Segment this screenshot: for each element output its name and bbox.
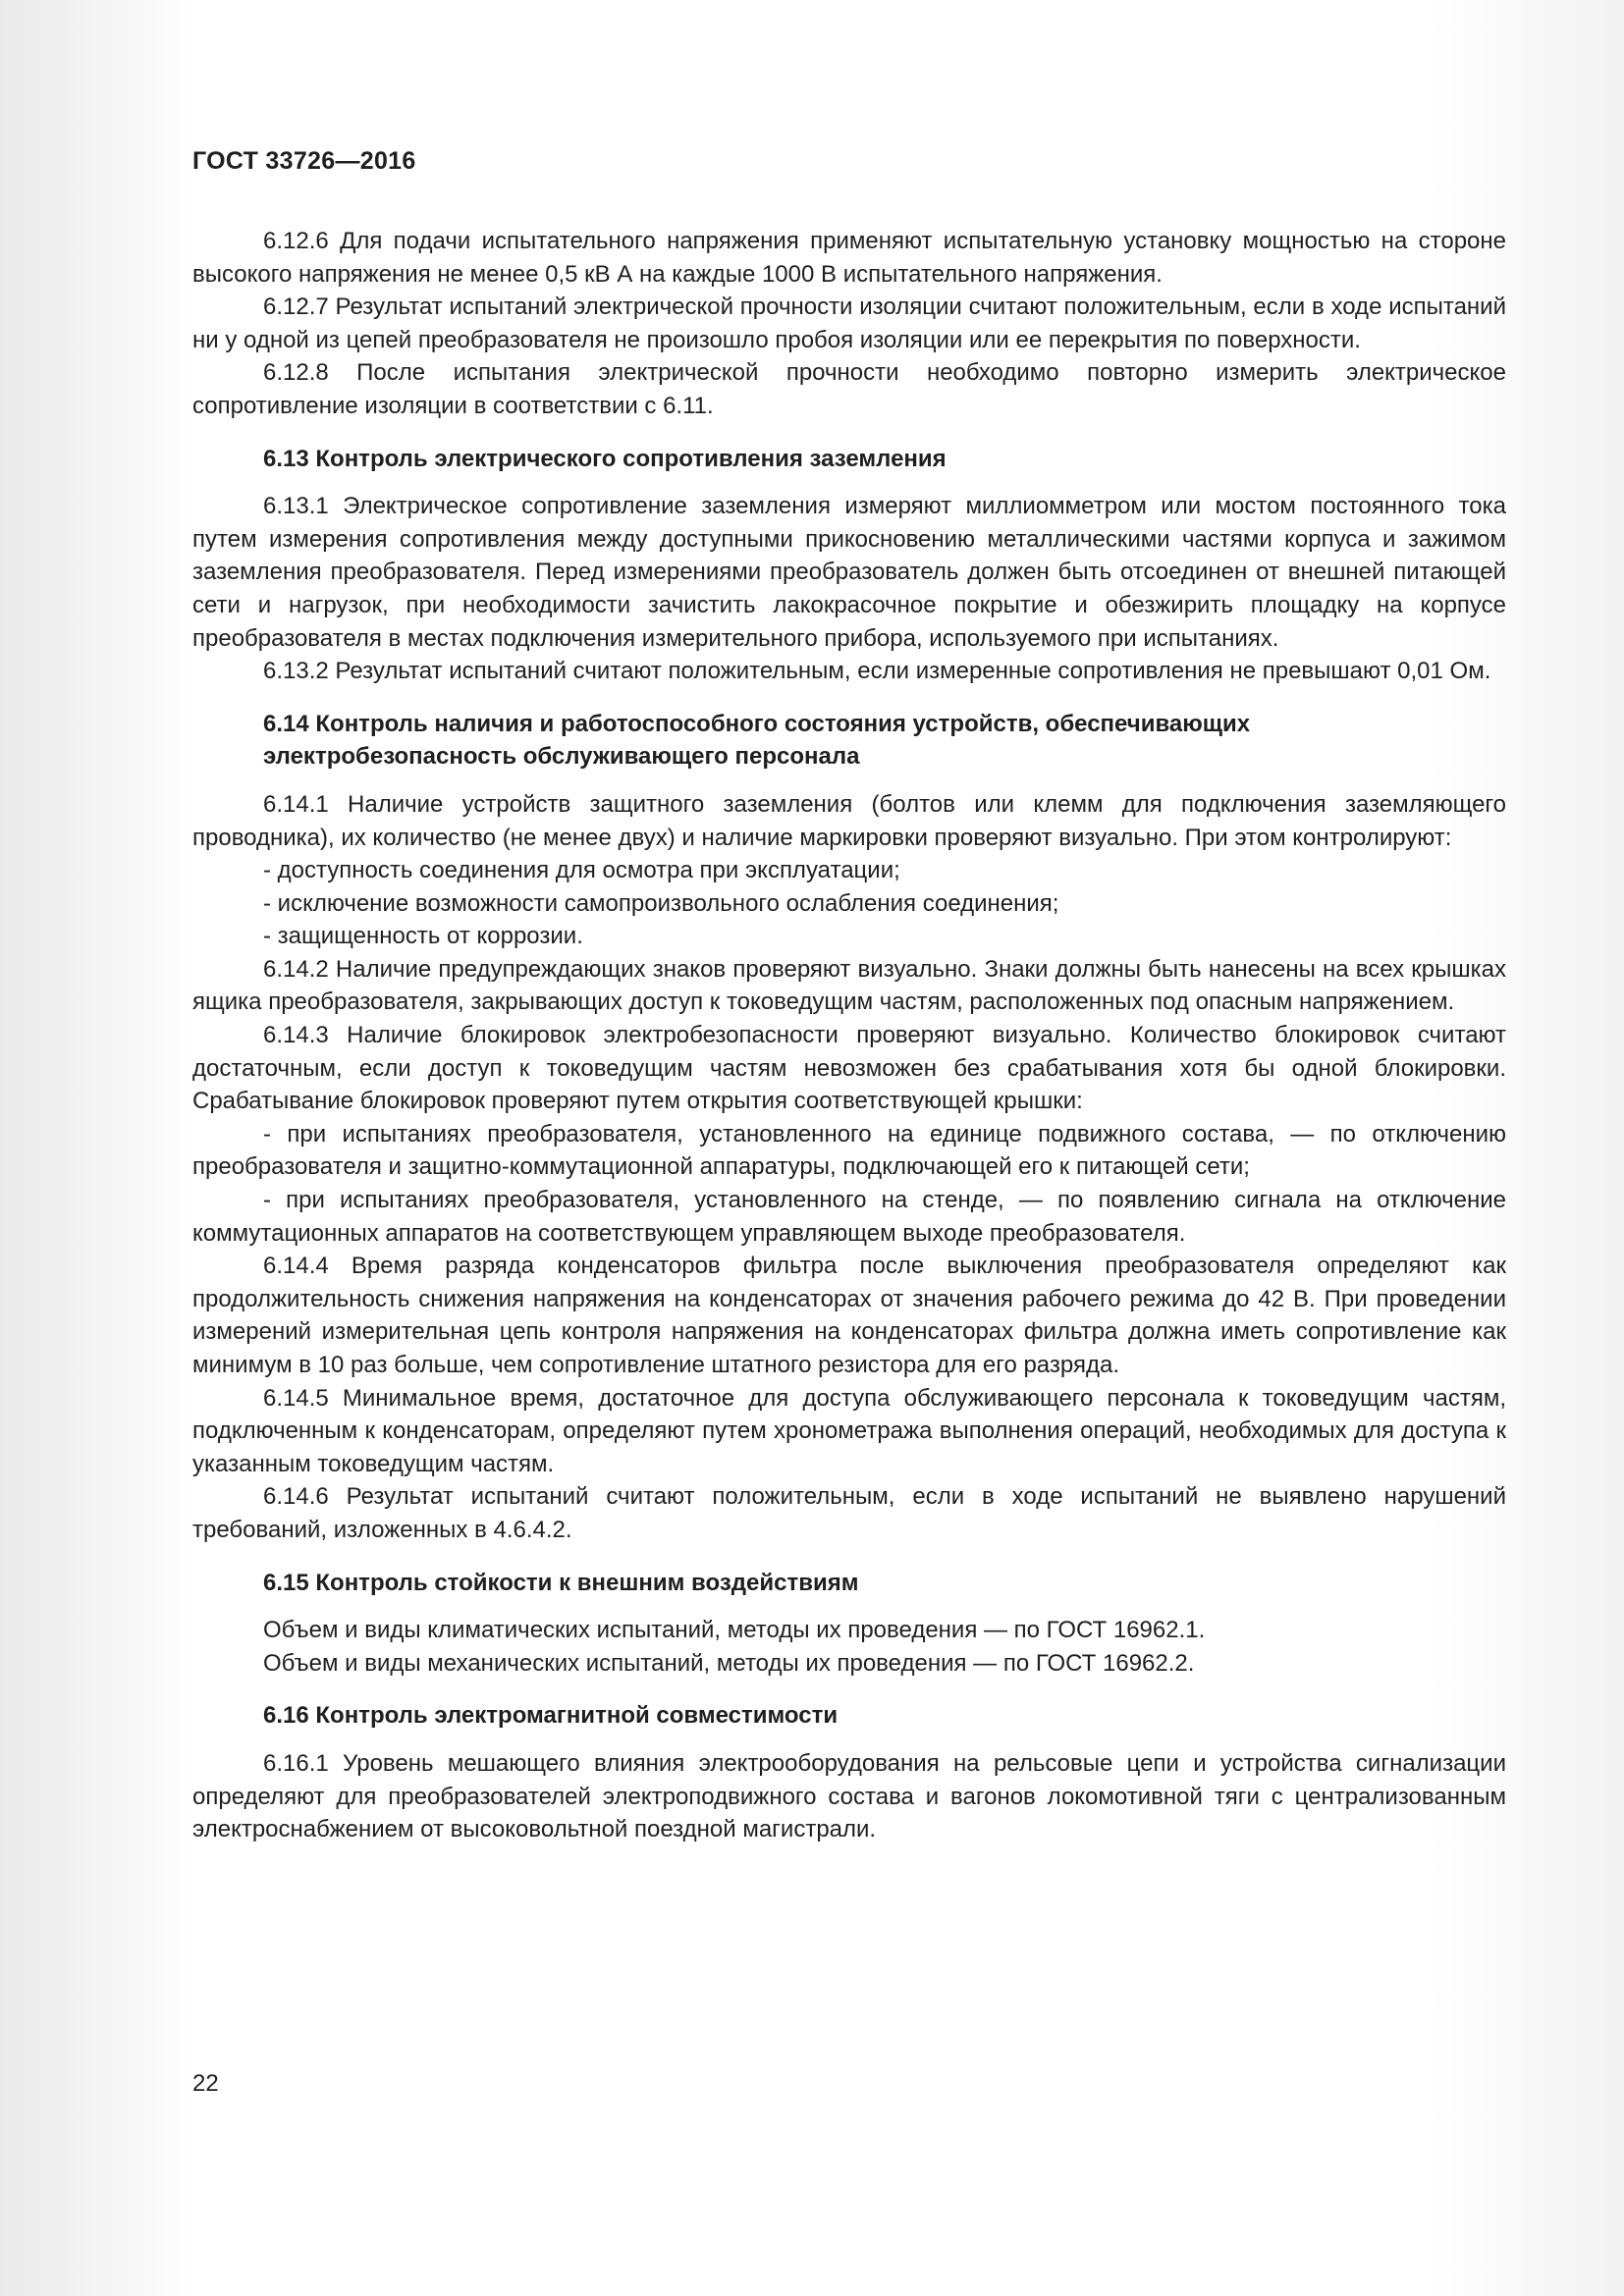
paragraph-6-12-6: 6.12.6 Для подачи испытательного напряжения применяют испытательную установку мощностью на стороне высокого напряжения не менее 0,5 кВ А на каждые 1000 В испытательного напряжения. bbox=[192, 228, 1506, 288]
paragraph-6-14-1: 6.14.1 Наличие устройств защитного заземления (болтов или клемм для подключения заземляющего проводника), их количество (не менее двух) и наличие маркировки проверяют визуально. При этом контролируют: bbox=[192, 790, 1506, 851]
list-item-6-14-1-a: - доступность соединения для осмотра при эксплуатации; bbox=[263, 857, 900, 884]
document-code-header: ГОСТ 33726—2016 bbox=[192, 147, 416, 175]
paragraph-6-16-1: 6.16.1 Уровень мешающего влияния электрооборудования на рельсовые цепи и устройства сигнализации определяют для преобразователей электроподвижного состава и вагонов локомотивной тяги с централизованным электроснабжением от высоковольтной поездной магистрали. bbox=[192, 1749, 1506, 1843]
list-item-6-14-1-b: - исключение возможности самопроизвольного ослабления соединения; bbox=[263, 889, 1059, 917]
list-item-6-14-3-b: - при испытаниях преобразователя, установленного на стенде, — по появлению сигнала на отключение коммутационных аппаратов на соответствующем управляющем выходе преобразователя. bbox=[192, 1187, 1506, 1247]
page-number: 22 bbox=[192, 2070, 219, 2097]
heading-6-15: 6.15 Контроль стойкости к внешним воздействиям bbox=[263, 1569, 859, 1596]
heading-6-13: 6.13 Контроль электрического сопротивления заземления bbox=[263, 445, 947, 472]
paragraph-6-15-climatic: Объем и виды климатических испытаний, методы их проведения — по ГОСТ 16962.1. bbox=[263, 1617, 1206, 1644]
paragraph-6-13-1: 6.13.1 Электрическое сопротивление заземления измеряют миллиомметром или мостом постоянного тока путем измерения сопротивления между доступными прикосновению металлическими частями корпуса и зажимом заземления преобразователя. Перед измерениями преобразователь должен быть отсоединен от внешней питающей сети и нагрузок, при необходимости зачистить лакокрасочное покрытие и обезжирить площадку на корпусе преобразователя в местах подключения измерительного прибора, используемого при испытаниях. bbox=[192, 493, 1506, 652]
paragraph-6-13-2: 6.13.2 Результат испытаний считают положительным, если измеренные сопротивления не превышают 0,01 Ом. bbox=[263, 658, 1491, 685]
heading-6-14: 6.14 Контроль наличия и работоспособного состояния устройств, обеспечивающих электробезопасность обслуживающего персонала bbox=[263, 710, 1251, 771]
paragraph-6-14-6: 6.14.6 Результат испытаний считают положительным, если в ходе испытаний не выявлено нарушений требований, изложенных в 4.6.4.2. bbox=[192, 1483, 1506, 1543]
heading-6-16: 6.16 Контроль электромагнитной совместимости bbox=[263, 1702, 839, 1730]
list-item-6-14-3-a: - при испытаниях преобразователя, установленного на единице подвижного состава, — по отключению преобразователя и защитно-коммутационной аппаратуры, подключающей его к питающей сети; bbox=[192, 1120, 1506, 1181]
paragraph-6-14-2: 6.14.2 Наличие предупреждающих знаков проверяют визуально. Знаки должны быть нанесены на всех крышках ящика преобразователя, закрывающих доступ к токоведущим частям, расположенных под опасным напряжением. bbox=[192, 955, 1506, 1016]
paragraph-6-12-7: 6.12.7 Результат испытаний электрической прочности изоляции считают положительным, если в ходе испытаний ни у одной из цепей преобразователя не произошло пробоя изоляции или ее перекрытия по поверхности. bbox=[192, 294, 1506, 353]
document-body bbox=[192, 225, 1506, 1846]
paragraph-6-14-4: 6.14.4 Время разряда конденсаторов фильтра после выключения преобразователя определяют как продолжительность снижения напряжения на конденсаторах от значения рабочего режима до 42 В. При проведении измерений измерительная цепь контроля напряжения на конденсаторах фильтра должна иметь сопротивление как минимум в 10 раз больше, чем сопротивление штатного резистора для его разряда. bbox=[192, 1253, 1506, 1378]
paragraph-6-15-mechanical: Объем и виды механических испытаний, методы их проведения — по ГОСТ 16962.2. bbox=[263, 1649, 1195, 1677]
paragraph-6-12-8: 6.12.8 После испытания электрической прочности необходимо повторно измерить электрическое сопротивление изоляции в соответствии с 6.11. bbox=[192, 359, 1506, 419]
paragraph-6-14-3: 6.14.3 Наличие блокировок электробезопасности проверяют визуально. Количество блокировок считают достаточным, если доступ к токоведущим частям невозможен без срабатывания хотя бы одной блокировки. Срабатывание блокировок проверяют путем открытия соответствующей крышки: bbox=[192, 1022, 1506, 1115]
paragraph-6-14-5: 6.14.5 Минимальное время, достаточное для доступа обслуживающего персонала к токоведущим частям, подключенным к конденсаторам, определяют путем хронометража выполнения операций, необходимых для доступа к указанным токоведущим частям. bbox=[192, 1384, 1506, 1477]
list-item-6-14-1-c: - защищенность от коррозии. bbox=[263, 923, 583, 950]
